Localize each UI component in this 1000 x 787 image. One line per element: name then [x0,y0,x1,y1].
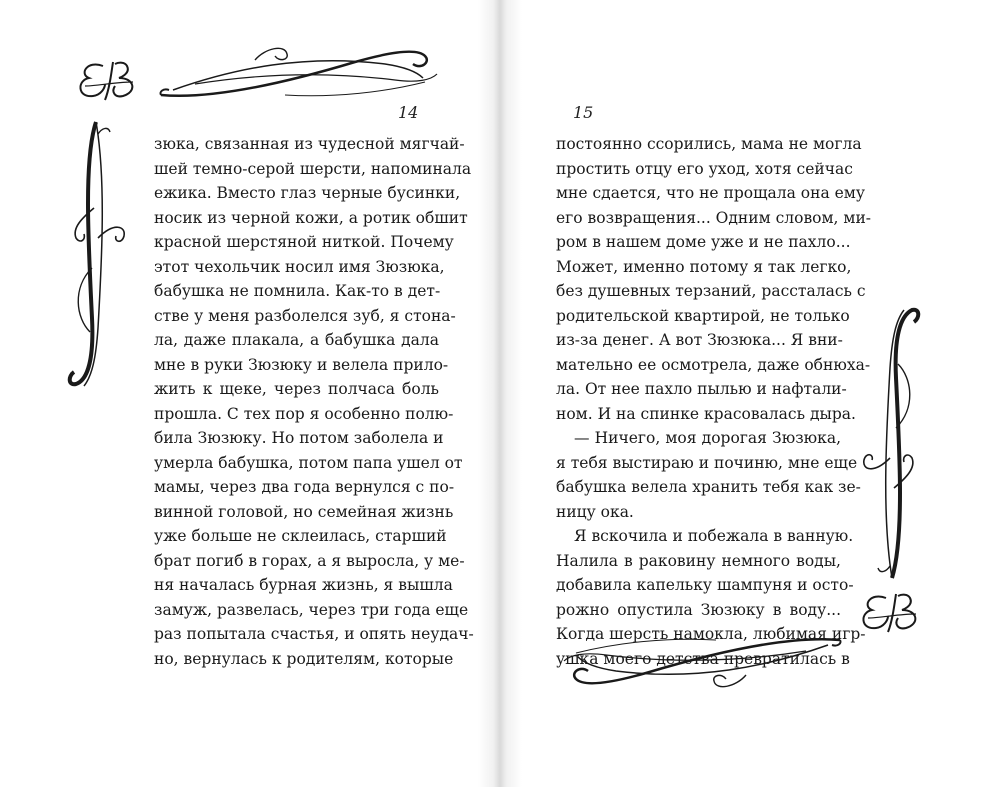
text-line: стве у меня разболелся зуб, я стона- [154,306,456,325]
left-page-text [154,132,474,671]
text-line: уже больше не склеилась, старший [154,527,447,545]
vertical-flourish-right [848,298,928,583]
text-line: ежика. Вместо глаз черные бусинки, [154,184,461,202]
text-line: умерла бабушка, потом папа ушел от [154,453,463,472]
text-line: раз попытала счастья, и опять неудач- [154,625,474,643]
text-line: брат погиб в горах, а я выросла, у ме- [154,551,465,570]
swirl-ornament-bottom-right [556,630,850,695]
text-line: Может, именно потому я так легко, [556,257,852,276]
text-line: родительской квартирой, не только [556,306,850,325]
text-line: носик из черной кожи, а ротик обшит [154,208,468,227]
text-line: постоянно ссорились, мама не могла [556,135,862,153]
text-line: мательно ее осмотрела, даже обнюха- [556,355,871,374]
text-line: замуж, развелась, через три года еще [154,600,469,619]
text-line: его возвращения... Одним словом, ми- [556,208,872,227]
text-line: жить к щеке, через полчаса боль [154,380,439,398]
monogram-ornament-right [858,588,928,636]
text-line: ницу ока. [556,502,634,521]
text-line: ла. От нее пахло пылью и нафтали- [556,380,847,398]
text-line: ушка моего детства превратилась в [556,649,850,668]
text-line: Я вскочила и побежала в ванную. [574,527,854,545]
text-line: этот чехольчик носил имя Зюзюка, [154,257,445,276]
vertical-flourish-left [62,118,142,398]
text-line: прошла. С тех пор я особенно полю- [154,404,454,423]
text-line: без душевных терзаний, рассталась с [556,282,866,300]
page-number-left: 14 [398,103,419,122]
text-line: ла, даже плакала, а бабушка дала [154,331,439,349]
page-number-right: 15 [573,103,594,122]
text-line: ня началась бурная жизнь, я вышла [154,576,453,594]
text-line: бабушка не помнила. Как-то в дет- [154,282,441,300]
book-gutter [478,0,522,787]
text-line: мне в руки Зюзюку и велела прило- [154,355,449,374]
text-line: бабушка велела хранить тебя как зе- [556,478,861,496]
text-line: Налила в раковину немного воды, [556,551,841,570]
text-line: простить отцу его уход, хотя сейчас [556,159,853,178]
text-line: добавила капельку шампуня и осто- [556,576,854,594]
swirl-ornament-top-left [155,40,445,105]
right-page-text [556,132,872,671]
text-line: красной шерстяной ниткой. Почему [154,233,454,251]
text-line: зюка, связанная из чудесной мягчай- [154,135,465,153]
text-line: но, вернулась к родителям, которые [154,649,454,668]
text-line: рожно опустила Зюзюку в воду... [556,600,841,619]
text-line: Когда шерсть намокла, любимая игр- [556,625,866,643]
text-line: ром в нашем доме уже и не пахло... [556,233,851,251]
text-line: из-за денег. А вот Зюзюка... Я вни- [556,331,843,349]
text-line: шей темно-серой шерсти, напоминала [154,159,472,178]
text-line: ном. И на спинке красовалась дыра. [556,404,856,423]
text-line: била Зюзюку. Но потом заболела и [154,429,444,447]
text-line: мамы, через два года вернулся с по- [154,478,455,496]
text-line: винной головой, но семейная жизнь [154,502,454,521]
text-line: я тебя выстираю и починю, мне еще [556,453,858,472]
text-line: — Ничего, моя дорогая Зюзюка, [574,429,841,447]
text-line: мне сдается, что не прощала она ему [556,184,865,202]
monogram-ornament-left [75,56,145,104]
